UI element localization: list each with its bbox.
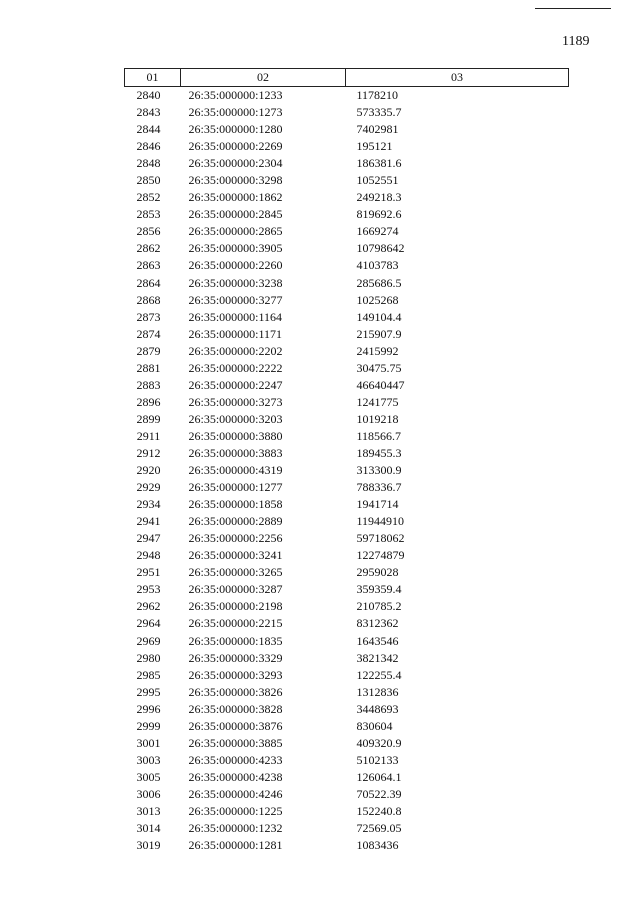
row-number-cell: 2969	[136, 633, 161, 648]
row-number-cell: 2846	[136, 139, 161, 154]
row-number-cell: 2947	[136, 531, 161, 546]
value-cell: 819692.6	[356, 207, 402, 222]
table-row	[125, 633, 569, 650]
row-number-cell: 2863	[136, 258, 161, 273]
table-body	[125, 87, 569, 855]
value-cell: 12274879	[356, 548, 405, 563]
table-row	[125, 275, 569, 292]
page-number: 1189	[562, 34, 590, 49]
table-header-row	[125, 69, 569, 87]
row-number-cell: 2995	[136, 684, 161, 699]
table-row	[125, 343, 569, 360]
value-cell: 359359.4	[356, 582, 402, 597]
value-cell: 313300.9	[356, 463, 402, 478]
cadastral-number-cell: 26:35:000000:3287	[188, 582, 283, 597]
column-header-02: 02	[181, 69, 346, 87]
row-number-cell: 2856	[136, 224, 161, 239]
cadastral-number-cell: 26:35:000000:2889	[188, 514, 283, 529]
value-cell: 573335.7	[356, 105, 402, 120]
table-row	[125, 667, 569, 684]
table-row	[125, 138, 569, 155]
row-number-cell: 3014	[136, 821, 161, 836]
row-number-cell: 2985	[136, 667, 161, 682]
row-number-cell: 2912	[136, 445, 161, 460]
row-number-cell: 2881	[136, 360, 161, 375]
value-cell: 1241775	[356, 394, 399, 409]
cadastral-number-cell: 26:35:000000:2260	[188, 258, 283, 273]
row-number-cell: 2852	[136, 190, 161, 205]
table-row	[125, 769, 569, 786]
cadastral-number-cell: 26:35:000000:3298	[188, 173, 283, 188]
cadastral-number-cell: 26:35:000000:2865	[188, 224, 283, 239]
value-cell: 186381.6	[356, 156, 402, 171]
table-row	[125, 564, 569, 581]
row-number-cell: 2844	[136, 122, 161, 137]
value-cell: 3821342	[356, 650, 399, 665]
cadastral-number-cell: 26:35:000000:1281	[188, 838, 283, 853]
cadastral-number-cell: 26:35:000000:3876	[188, 718, 283, 733]
table-row	[125, 735, 569, 752]
row-number-cell: 2929	[136, 480, 161, 495]
table-row	[125, 496, 569, 513]
value-cell: 2959028	[356, 565, 399, 580]
row-number-cell: 2899	[136, 411, 161, 426]
cadastral-number-cell: 26:35:000000:4238	[188, 769, 283, 784]
cadastral-number-cell: 26:35:000000:3826	[188, 684, 283, 699]
cadastral-number-cell: 26:35:000000:3293	[188, 667, 283, 682]
table-row	[125, 598, 569, 615]
row-number-cell: 2850	[136, 173, 161, 188]
row-number-cell: 2843	[136, 105, 161, 120]
table-row	[125, 837, 569, 854]
cadastral-number-cell: 26:35:000000:3880	[188, 428, 283, 443]
table-row	[125, 479, 569, 496]
row-number-cell: 3006	[136, 786, 161, 801]
table-row	[125, 377, 569, 394]
row-number-cell: 3019	[136, 838, 161, 853]
row-number-cell: 2848	[136, 156, 161, 171]
table-row	[125, 428, 569, 445]
cadastral-number-cell: 26:35:000000:3277	[188, 292, 283, 307]
value-cell: 1643546	[356, 633, 399, 648]
value-cell: 5102133	[356, 752, 399, 767]
cadastral-number-cell: 26:35:000000:2304	[188, 156, 283, 171]
cadastral-number-cell: 26:35:000000:2269	[188, 139, 283, 154]
value-cell: 249218.3	[356, 190, 402, 205]
row-number-cell: 2868	[136, 292, 161, 307]
row-number-cell: 2941	[136, 514, 161, 529]
cadastral-number-cell: 26:35:000000:3828	[188, 701, 283, 716]
cadastral-number-cell: 26:35:000000:1280	[188, 122, 283, 137]
cadastral-number-cell: 26:35:000000:1232	[188, 821, 283, 836]
value-cell: 10798642	[356, 241, 405, 256]
row-number-cell: 2896	[136, 394, 161, 409]
value-cell: 2415992	[356, 343, 399, 358]
cadastral-number-cell: 26:35:000000:2202	[188, 343, 283, 358]
value-cell: 4103783	[356, 258, 399, 273]
value-cell: 195121	[356, 139, 393, 154]
value-cell: 122255.4	[356, 667, 402, 682]
cadastral-number-cell: 26:35:000000:1862	[188, 190, 283, 205]
value-cell: 152240.8	[356, 803, 402, 818]
value-cell: 1178210	[356, 88, 399, 102]
table-row	[125, 257, 569, 274]
table-row	[125, 701, 569, 718]
cadastral-number-cell: 26:35:000000:3273	[188, 394, 283, 409]
cadastral-number-cell: 26:35:000000:3905	[188, 241, 283, 256]
value-cell: 72569.05	[356, 821, 402, 836]
cadastral-number-cell: 26:35:000000:4233	[188, 752, 283, 767]
table-row	[125, 326, 569, 343]
table-row	[125, 189, 569, 206]
row-number-cell: 2996	[136, 701, 161, 716]
row-number-cell: 2962	[136, 599, 161, 614]
table-row	[125, 803, 569, 820]
cadastral-number-cell: 26:35:000000:3885	[188, 735, 283, 750]
value-cell: 1052551	[356, 173, 399, 188]
table-row	[125, 547, 569, 564]
table-row	[125, 820, 569, 837]
top-rule	[535, 8, 611, 9]
row-number-cell: 2883	[136, 377, 161, 392]
value-cell: 1025268	[356, 292, 399, 307]
cadastral-number-cell: 26:35:000000:1164	[188, 309, 283, 324]
table-row	[125, 650, 569, 667]
row-number-cell: 2864	[136, 275, 161, 290]
value-cell: 215907.9	[356, 326, 402, 341]
table-row	[125, 530, 569, 547]
row-number-cell: 2951	[136, 565, 161, 580]
row-number-cell: 2840	[136, 88, 161, 102]
cadastral-number-cell: 26:35:000000:3883	[188, 445, 283, 460]
value-cell: 46640447	[356, 377, 405, 392]
row-number-cell: 2853	[136, 207, 161, 222]
value-cell: 70522.39	[356, 786, 402, 801]
value-cell: 285686.5	[356, 275, 402, 290]
cadastral-number-cell: 26:35:000000:1273	[188, 105, 283, 120]
table-row	[125, 172, 569, 189]
table-row	[125, 292, 569, 309]
row-number-cell: 3001	[136, 735, 161, 750]
cadastral-number-cell: 26:35:000000:2222	[188, 360, 283, 375]
table-row	[125, 718, 569, 735]
value-cell: 149104.4	[356, 309, 402, 324]
value-cell: 126064.1	[356, 769, 402, 784]
value-cell: 8312362	[356, 616, 399, 631]
value-cell: 1019218	[356, 411, 399, 426]
value-cell: 210785.2	[356, 599, 402, 614]
row-number-cell: 2934	[136, 497, 161, 512]
cadastral-number-cell: 26:35:000000:1225	[188, 803, 283, 818]
cadastral-number-cell: 26:35:000000:3265	[188, 565, 283, 580]
table-row	[125, 786, 569, 803]
cadastral-number-cell: 26:35:000000:3241	[188, 548, 283, 563]
table-row	[125, 513, 569, 530]
row-number-cell: 2911	[136, 428, 161, 443]
table-row	[125, 87, 569, 105]
value-cell: 189455.3	[356, 445, 402, 460]
cadastral-number-cell: 26:35:000000:1277	[188, 480, 283, 495]
row-number-cell: 3013	[136, 803, 161, 818]
table-row	[125, 104, 569, 121]
cadastral-number-cell: 26:35:000000:3329	[188, 650, 283, 665]
cadastral-number-cell: 26:35:000000:2198	[188, 599, 283, 614]
value-cell: 830604	[356, 718, 393, 733]
column-header-01: 01	[125, 69, 181, 87]
value-cell: 7402981	[356, 122, 399, 137]
cadastral-number-cell: 26:35:000000:1858	[188, 497, 283, 512]
table-row	[125, 411, 569, 428]
data-table	[124, 68, 569, 854]
table-row	[125, 581, 569, 598]
table-row	[125, 155, 569, 172]
table-row	[125, 309, 569, 326]
row-number-cell: 2874	[136, 326, 161, 341]
cadastral-number-cell: 26:35:000000:2845	[188, 207, 283, 222]
row-number-cell: 2948	[136, 548, 161, 563]
row-number-cell: 2920	[136, 463, 161, 478]
cadastral-number-cell: 26:35:000000:2247	[188, 377, 283, 392]
row-number-cell: 2999	[136, 718, 161, 733]
row-number-cell: 2980	[136, 650, 161, 665]
value-cell: 1312836	[356, 684, 399, 699]
value-cell: 409320.9	[356, 735, 402, 750]
cadastral-number-cell: 26:35:000000:4246	[188, 786, 283, 801]
row-number-cell: 3003	[136, 752, 161, 767]
cadastral-number-cell: 26:35:000000:2215	[188, 616, 283, 631]
table-row	[125, 240, 569, 257]
cadastral-number-cell: 26:35:000000:3203	[188, 411, 283, 426]
table-row	[125, 394, 569, 411]
row-number-cell: 2964	[136, 616, 161, 631]
row-number-cell: 2873	[136, 309, 161, 324]
cadastral-number-cell: 26:35:000000:4319	[188, 463, 283, 478]
table-row	[125, 223, 569, 240]
row-number-cell: 2953	[136, 582, 161, 597]
row-number-cell: 2862	[136, 241, 161, 256]
column-header-03: 03	[346, 69, 569, 87]
cadastral-number-cell: 26:35:000000:2256	[188, 531, 283, 546]
value-cell: 788336.7	[356, 480, 402, 495]
table-row	[125, 462, 569, 479]
value-cell: 1941714	[356, 497, 399, 512]
table-row	[125, 684, 569, 701]
value-cell: 1083436	[356, 838, 399, 853]
value-cell: 3448693	[356, 701, 399, 716]
cadastral-number-cell: 26:35:000000:1233	[188, 88, 283, 102]
table-row	[125, 615, 569, 632]
table-row	[125, 206, 569, 223]
table-row	[125, 752, 569, 769]
value-cell: 1669274	[356, 224, 399, 239]
row-number-cell: 3005	[136, 769, 161, 784]
value-cell: 118566.7	[356, 428, 402, 443]
value-cell: 11944910	[356, 514, 405, 529]
cadastral-number-cell: 26:35:000000:3238	[188, 275, 283, 290]
cadastral-number-cell: 26:35:000000:1835	[188, 633, 283, 648]
table-row	[125, 121, 569, 138]
value-cell: 59718062	[356, 531, 405, 546]
cadastral-number-cell: 26:35:000000:1171	[188, 326, 283, 341]
table-row	[125, 360, 569, 377]
value-cell: 30475.75	[356, 360, 402, 375]
row-number-cell: 2879	[136, 343, 161, 358]
table-row	[125, 445, 569, 462]
